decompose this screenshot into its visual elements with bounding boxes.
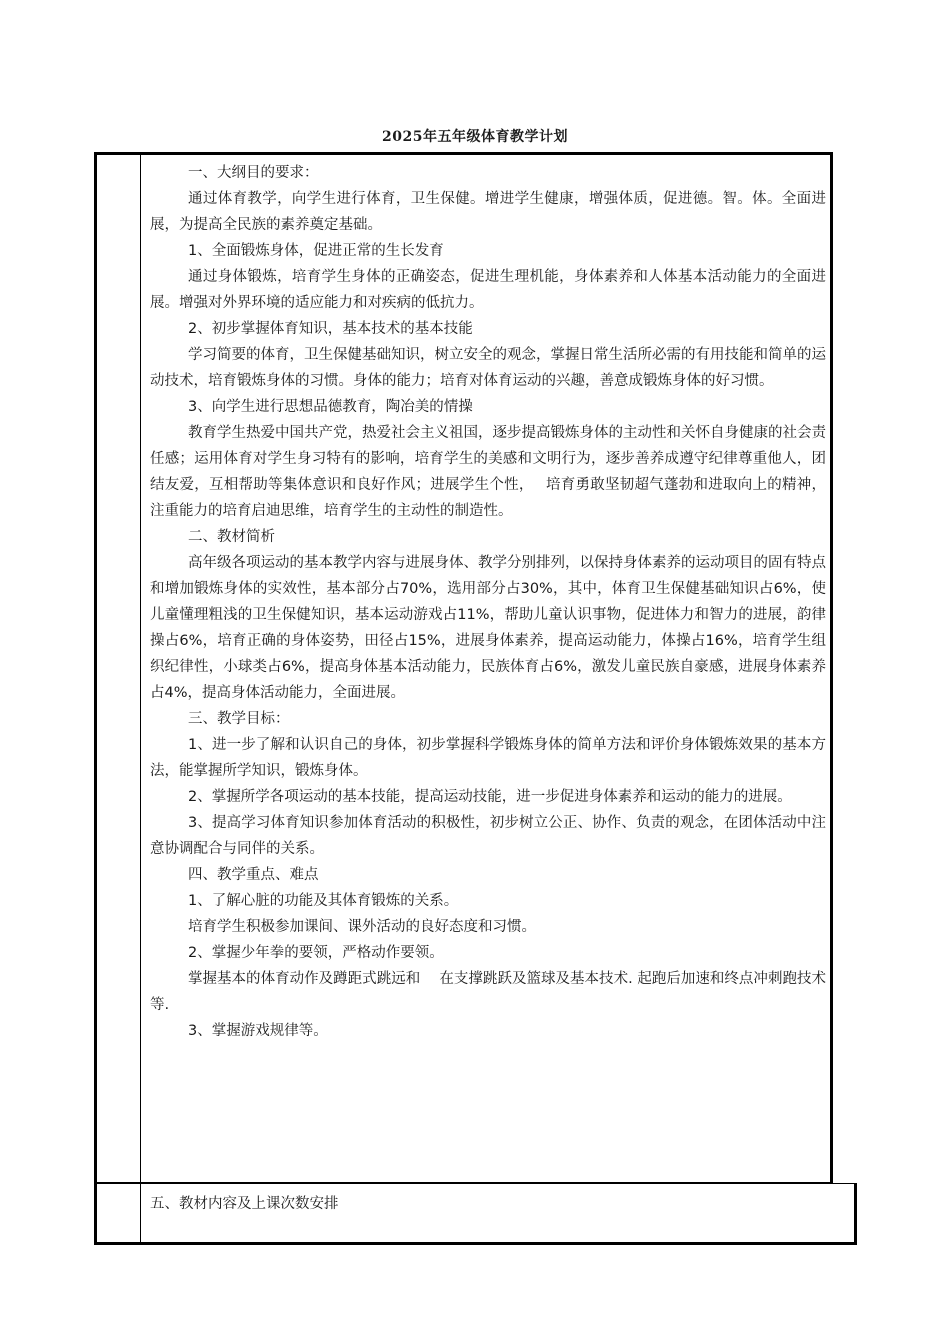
table-column-divider-upper (140, 152, 141, 1183)
list-item: 2、掌握少年拳的要领，严格动作要领。 (188, 945, 444, 961)
paragraph-text: 通过体育教学，向学生进行体育，卫生保健。增进学生健康，增强体质，促进德。智。体。全面进展，为提高全民族的素养奠定基础。 (150, 191, 826, 233)
paragraph-text: 通过身体锻炼，培育学生身体的正确姿态，促进生理机能，身体素养和人体基本活动能力的全面进展。增强对外界环境的适应能力和对疾病的低抗力。 (150, 269, 826, 311)
paragraph-text: 教育学生热爱中国共产党，热爱社会主义祖国，逐步提高锻炼身体的主动性和关怀自身健康的社会责任感；运用体育对学生身习特有的影响，培育学生的美感和文明行为，逐步善养成遵守纪律尊重他人，团结友爱，互相帮助等集体意识和良好作风；进展学生个性， 培育勇敢坚韧超气蓬勃和进取向上的精神，注重能力的培育启迪思维，培育学生的主动性的制造性。 (150, 425, 826, 519)
heading-key-points: 四、教学重点、难点 (188, 867, 319, 883)
plan-body (150, 160, 826, 1044)
paragraph-text: 高年级各项运动的基本教学内容与进展身体、教学分别排列，以保持身体素养的运动项目的固有特点和增加锻炼身体的实效性，基本部分占70%，选用部分占30%，其中，体育卫生保健基础知识占6%，使儿童懂理粗浅的卫生保健知识，基本运动游戏占11%，帮助儿童认识事物，促进体力和智力的进展，韵律操占6%，培育正确的身体姿势，田径占15%，进展身体素养，提高运动能力，体操占16%，培育学生组织纪律性，小球类占6%，提高身体基本活动能力，民族体育占6%，激发儿童民族自豪感，进展身体素养占4%，提高身体活动能力，全面进展。 (150, 555, 826, 701)
heading-syllabus-requirements: 一、大纲目的要求： (188, 165, 319, 181)
heading-content-schedule: 五、教材内容及上课次数安排 (150, 1196, 339, 1212)
subheading-item: 2、初步掌握体育知识，基本技术的基本技能 (188, 321, 473, 337)
subheading-item: 3、向学生进行思想品德教育，陶冶美的情操 (188, 399, 473, 415)
paragraph-text: 培育学生积极参加课间、课外活动的良好态度和习惯。 (188, 919, 536, 935)
subheading-item: 1、全面锻炼身体，促进正常的生长发育 (188, 243, 444, 259)
list-item: 1、了解心脏的功能及其体育锻炼的关系。 (188, 893, 459, 909)
paragraph-text: 学习简要的体育，卫生保健基础知识，树立安全的观念，掌握日常生活所必需的有用技能和简单的运动技术，培育锻炼身体的习惯。身体的能力；培育对体育运动的兴趣，善意成锻炼身体的好习惯。 (150, 347, 826, 389)
document-title: 2025年五年级体育教学计划 (382, 129, 568, 145)
list-item: 3、提高学习体育知识参加体育活动的积极性，初步树立公正、协作、负责的观念，在团体活动中注意协调配合与同伴的关系。 (150, 815, 826, 857)
heading-teaching-goals: 三、教学目标： (188, 711, 290, 727)
paragraph-text: 掌握基本的体育动作及蹲距式跳远和 在支撑跳跃及篮球及基本技术. 起跑后加速和终点冲刺跑技术等. (150, 971, 826, 1013)
list-item: 2、掌握所学各项运动的基本技能，提高运动技能，进一步促进身体素养和运动的能力的进展。 (188, 789, 792, 805)
table-row-separator (94, 1183, 857, 1184)
table-column-divider-lower (140, 1183, 141, 1243)
list-item: 1、进一步了解和认识自己的身体，初步掌握科学锻炼身体的简单方法和评价身体锻炼效果的基本方法，能掌握所学知识，锻炼身体。 (150, 737, 826, 779)
list-item: 3、掌握游戏规律等。 (188, 1023, 328, 1039)
heading-material-analysis: 二、教材简析 (188, 529, 275, 545)
